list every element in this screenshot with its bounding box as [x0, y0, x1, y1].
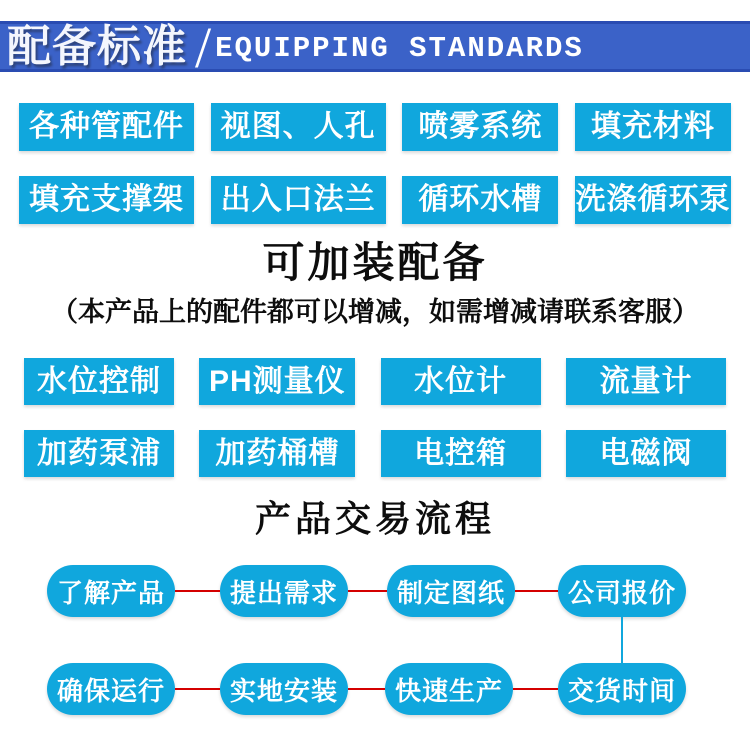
process-step: 快速生产: [385, 663, 513, 715]
optional-item: 水位控制: [24, 358, 174, 405]
standard-item: 循环水槽: [402, 176, 558, 224]
header-title-en: EQUIPPING STANDARDS: [215, 32, 584, 65]
optional-item: 电磁阀: [566, 430, 726, 477]
standard-item: 出入口法兰: [211, 176, 386, 224]
connector-line: [175, 688, 220, 690]
standard-item: 喷雾系统: [402, 103, 558, 151]
process-flowchart: [0, 541, 750, 722]
process-step: 提出需求: [220, 565, 348, 617]
optional-item: 加药桶槽: [199, 430, 355, 477]
connector-line: [348, 688, 385, 690]
standards-row-2: [0, 176, 750, 224]
optional-item: 流量计: [566, 358, 726, 405]
standard-item: 洗涤循环泵: [575, 176, 731, 224]
connector-line: [175, 590, 220, 592]
header-banner: [0, 14, 750, 80]
optional-row-2: [0, 430, 750, 477]
connector-line: [515, 590, 558, 592]
standard-item: 填充材料: [575, 103, 731, 151]
optional-equipment-note: （本产品上的配件都可以增减，如需增减请联系客服）: [51, 297, 699, 327]
standard-item: 填充支撑架: [19, 176, 194, 224]
optional-item: 水位计: [381, 358, 541, 405]
page: [0, 14, 750, 743]
connector-line: [513, 688, 558, 690]
process-step: 实地安装: [220, 663, 348, 715]
optional-equipment-heading: 可加装配备: [262, 241, 488, 287]
standard-item: 各种管配件: [19, 103, 194, 151]
standard-item: 视图、人孔: [211, 103, 386, 151]
header-slash: /: [195, 14, 212, 80]
header-title-cn: 配备标准: [7, 22, 187, 71]
process-heading: 产品交易流程: [254, 499, 495, 539]
process-step: 制定图纸: [387, 565, 515, 617]
optional-item: 加药泵浦: [24, 430, 174, 477]
optional-row-1: [0, 358, 750, 405]
optional-item: PH测量仪: [199, 358, 355, 405]
process-step: 确保运行: [47, 663, 175, 715]
process-step: 交货时间: [558, 663, 686, 715]
connector-line: [348, 590, 387, 592]
connector-line-vertical: [621, 617, 623, 663]
process-step: 公司报价: [558, 565, 686, 617]
standards-row-1: [0, 103, 750, 151]
process-step: 了解产品: [47, 565, 175, 617]
optional-item: 电控箱: [381, 430, 541, 477]
